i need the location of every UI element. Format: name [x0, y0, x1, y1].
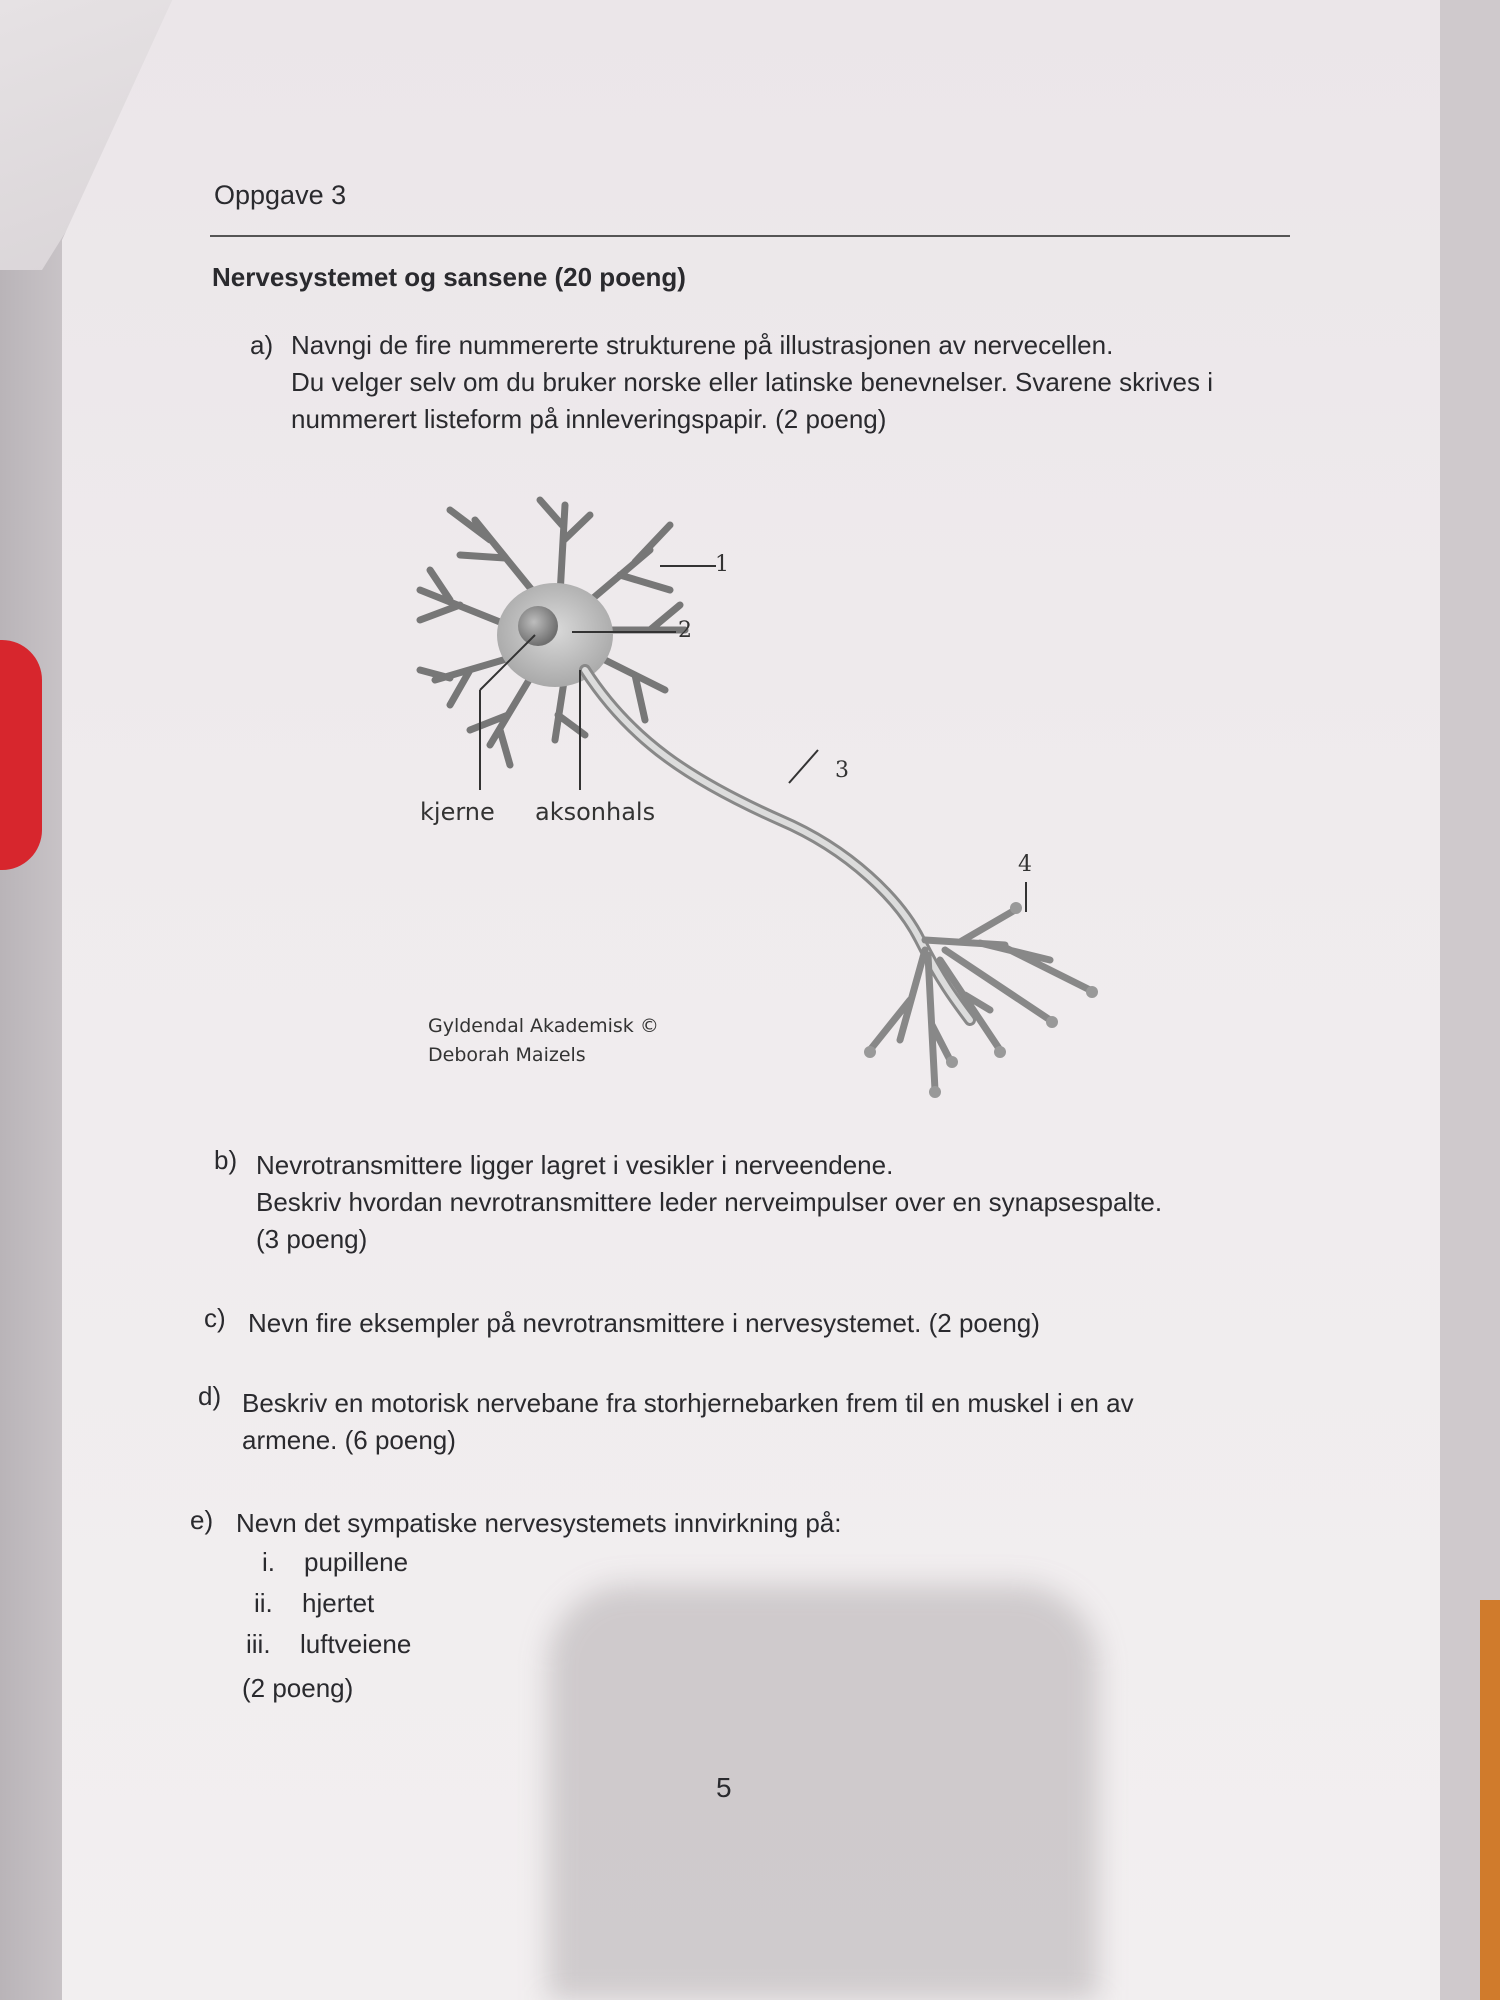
axon-terminals — [870, 910, 1090, 1090]
label-kjerne: kjerne — [420, 798, 495, 826]
figure-credit-line: Gyldendal Akademisk © — [428, 1015, 659, 1037]
question-e-marker: e) — [190, 1505, 214, 1535]
structure-number-4: 4 — [1018, 852, 1032, 877]
structure-number-2: 2 — [678, 618, 692, 643]
question-a-line: Navngi de fire nummererte strukturene på illustrasjonen av nervecellen. — [291, 330, 1114, 360]
question-c-line: Nevn fire eksempler på nevrotransmittere i nervesystemet. (2 poeng) — [248, 1308, 1040, 1338]
question-a-line: nummerert listeform på innleveringspapir. (2 poeng) — [291, 404, 887, 434]
label-aksonhals: aksonhals — [535, 798, 656, 826]
question-b-line: Nevrotransmittere ligger lagret i vesikler i nerveendene. — [256, 1150, 894, 1180]
list-item-text: pupillene — [304, 1547, 409, 1577]
question-b-marker: b) — [214, 1145, 238, 1175]
task-header: Oppgave 3 — [214, 180, 347, 210]
list-item-text: luftveiene — [300, 1629, 412, 1659]
figure-credit-line: Deborah Maizels — [428, 1044, 586, 1066]
structure-number-3: 3 — [835, 758, 849, 783]
desk-edge — [1480, 1600, 1500, 2000]
question-a-line: Du velger selv om du bruker norske eller latinske benevnelser. Svarene skrives i — [291, 367, 1213, 397]
neuron-figure — [380, 480, 1120, 1120]
page-number: 5 — [716, 1772, 732, 1803]
question-a-marker: a) — [250, 330, 274, 360]
question-a-text — [291, 327, 1213, 438]
question-e-points: (2 poeng) — [242, 1673, 354, 1703]
list-item-marker: iii. — [246, 1629, 271, 1659]
question-c-marker: c) — [204, 1303, 226, 1333]
structure-number-1: 1 — [715, 552, 729, 577]
question-e-intro: Nevn det sympatiske nervesystemets innvirkning på: — [236, 1508, 842, 1538]
question-d-text — [242, 1385, 1134, 1459]
question-b-line: Beskriv hvordan nevrotransmittere leder nerveimpulser over en synapsespalte. — [256, 1187, 1163, 1217]
nucleus — [518, 606, 558, 646]
header-rule — [210, 235, 1290, 237]
question-b-text — [256, 1147, 1162, 1258]
question-c-text — [248, 1305, 1040, 1342]
phone-shadow — [548, 1585, 1098, 2000]
question-d-line: Beskriv en motorisk nervebane fra storhjernebarken frem til en muskel i en av — [242, 1388, 1134, 1418]
question-b-line: (3 poeng) — [256, 1224, 368, 1254]
list-item-marker: ii. — [254, 1588, 273, 1618]
list-item-marker: i. — [262, 1547, 275, 1577]
question-d-line: armene. (6 poeng) — [242, 1425, 456, 1455]
question-d-marker: d) — [198, 1381, 222, 1411]
red-book-edge — [0, 640, 42, 870]
list-item-text: hjertet — [302, 1588, 375, 1618]
section-title: Nervesystemet og sansene (20 poeng) — [212, 262, 686, 292]
